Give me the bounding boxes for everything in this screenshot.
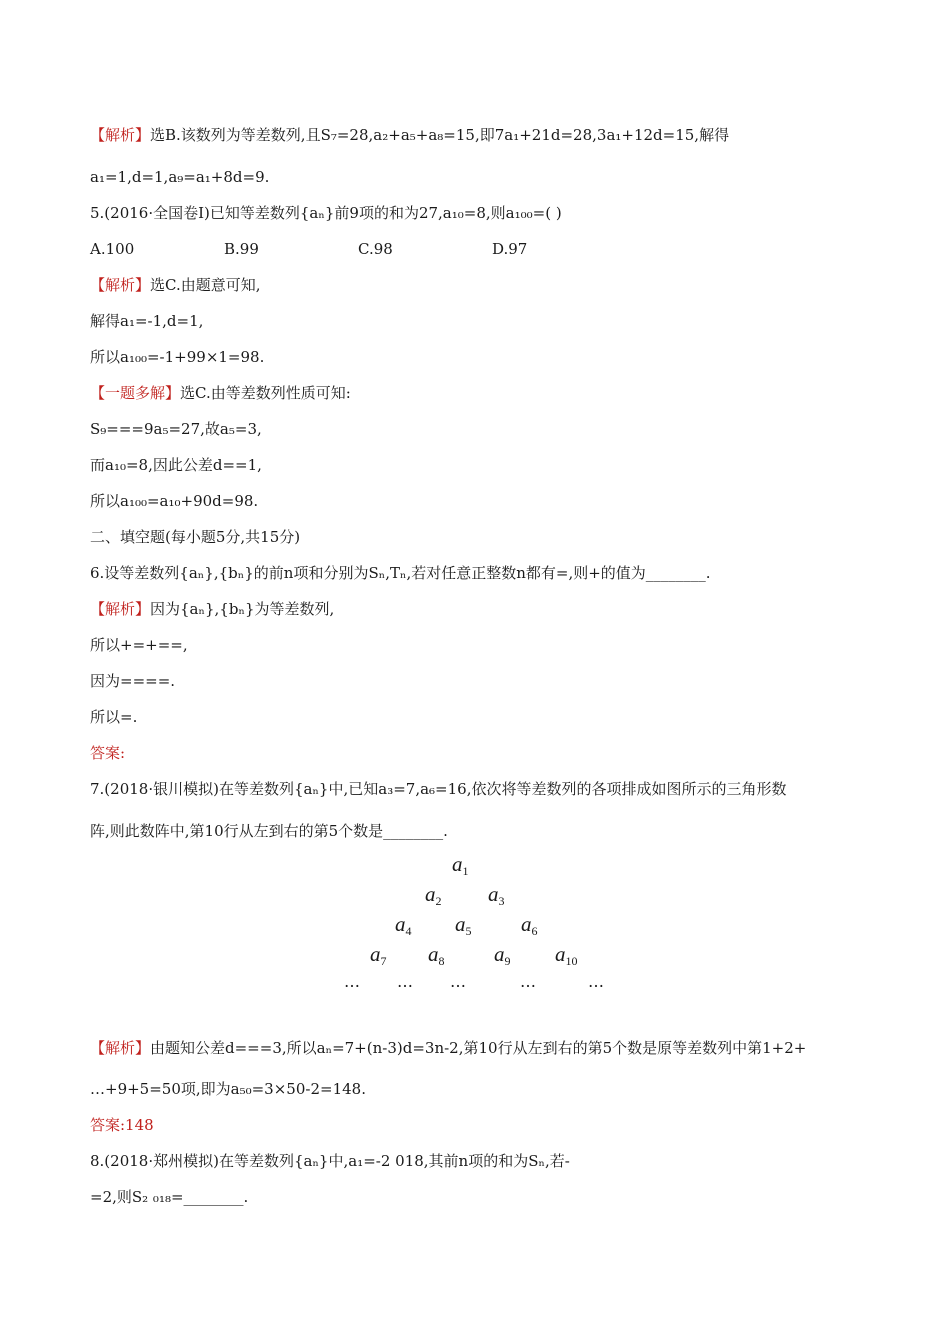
- q5-solution-text1: 选C.由题意可知,: [150, 276, 261, 294]
- q5-alt-line3: 而a₁₀=8,因此公差d==1,: [90, 456, 262, 474]
- term-a1: $a_1$: [452, 852, 469, 878]
- solution-tag: 【解析】: [90, 1039, 151, 1057]
- solution-tag: 【解析】: [90, 276, 151, 294]
- q4-solution-text1: 选B.该数列为等差数列,且S₇=28,a₂+a₅+a₈=15,即7a₁+21d=28,3a₁+12d=15,解得: [150, 126, 730, 144]
- q7-stem-line2: 阵,则此数阵中,第10行从左到右的第5个数是________.: [90, 822, 448, 840]
- q6-solution-line4: 所以=.: [90, 708, 138, 726]
- term-a9: $a_9$: [494, 942, 511, 968]
- q6-solution-text1: 因为{aₙ},{bₙ}为等差数列,: [150, 600, 335, 618]
- q5-solution-line2: 解得a₁=-1,d=1,: [90, 312, 204, 330]
- q5-stem: 5.(2016·全国卷Ⅰ)已知等差数列{aₙ}前9项的和为27,a₁₀=8,则a₁₀₀=( ): [90, 204, 562, 222]
- section-heading: 二、填空题(每小题5分,共15分): [90, 528, 301, 546]
- q5-alt-line4: 所以a₁₀₀=a₁₀+90d=98.: [90, 492, 259, 510]
- q5-solution-line3: 所以a₁₀₀=-1+99×1=98.: [90, 348, 265, 366]
- ellipsis: …: [520, 972, 537, 991]
- q6-stem: 6.设等差数列{aₙ},{bₙ}的前n项和分别为Sₙ,Tₙ,若对任意正整数n都有=,则+的值为________.: [90, 564, 711, 582]
- q6-solution-line1: [90, 599, 334, 619]
- q4-solution-line1: [90, 125, 729, 145]
- q5-option-d: D.97: [492, 240, 528, 258]
- ellipsis: …: [397, 972, 414, 991]
- q6-answer: 答案:: [90, 744, 126, 762]
- q5-solution-line1: [90, 275, 261, 295]
- solution-tag: 【解析】: [90, 126, 151, 144]
- q5-option-a: A.100: [90, 240, 135, 258]
- alt-solution-tag: 【一题多解】: [90, 384, 181, 402]
- q7-stem-line1: 7.(2018·银川模拟)在等差数列{aₙ}中,已知a₃=7,a₆=16,依次将等差数列的各项排成如图所示的三角形数: [90, 780, 787, 798]
- q5-alt-line1: [90, 383, 351, 403]
- ellipsis: …: [450, 972, 467, 991]
- term-a8: $a_8$: [428, 942, 445, 968]
- q6-solution-line3: 因为====.: [90, 672, 176, 690]
- q7-solution-line2: …+9+5=50项,即为a₅₀=3×50-2=148.: [90, 1080, 366, 1098]
- ellipsis: …: [344, 972, 361, 991]
- q8-stem-line1: 8.(2018·郑州模拟)在等差数列{aₙ}中,a₁=-2 018,其前n项的和为Sₙ,若-: [90, 1152, 570, 1170]
- q5-option-b: B.99: [224, 240, 259, 258]
- q7-solution-line1: [90, 1038, 806, 1058]
- term-a10: $a_{10}$: [555, 942, 578, 968]
- term-a2: $a_2$: [425, 882, 442, 908]
- q7-answer: 答案:148: [90, 1116, 154, 1134]
- q5-alt-text1: 选C.由等差数列性质可知:: [180, 384, 351, 402]
- q8-stem-line2: =2,则S₂ ₀₁₈=________.: [90, 1188, 249, 1206]
- term-a4: $a_4$: [395, 912, 412, 938]
- q5-alt-line2: S₉===9a₅=27,故a₅=3,: [90, 420, 262, 438]
- term-a7: $a_7$: [370, 942, 387, 968]
- q6-solution-line2: 所以+=+==,: [90, 636, 188, 654]
- q5-option-c: C.98: [358, 240, 393, 258]
- q7-solution-text1: 由题知公差d===3,所以aₙ=7+(n-3)d=3n-2,第10行从左到右的第5个数是原等差数列中第1+2+: [150, 1039, 807, 1057]
- term-a5: $a_5$: [455, 912, 472, 938]
- term-a3: $a_3$: [488, 882, 505, 908]
- solution-tag: 【解析】: [90, 600, 151, 618]
- q4-solution-line2: a₁=1,d=1,a₉=a₁+8d=9.: [90, 168, 270, 186]
- term-a6: $a_6$: [521, 912, 538, 938]
- ellipsis: …: [588, 972, 605, 991]
